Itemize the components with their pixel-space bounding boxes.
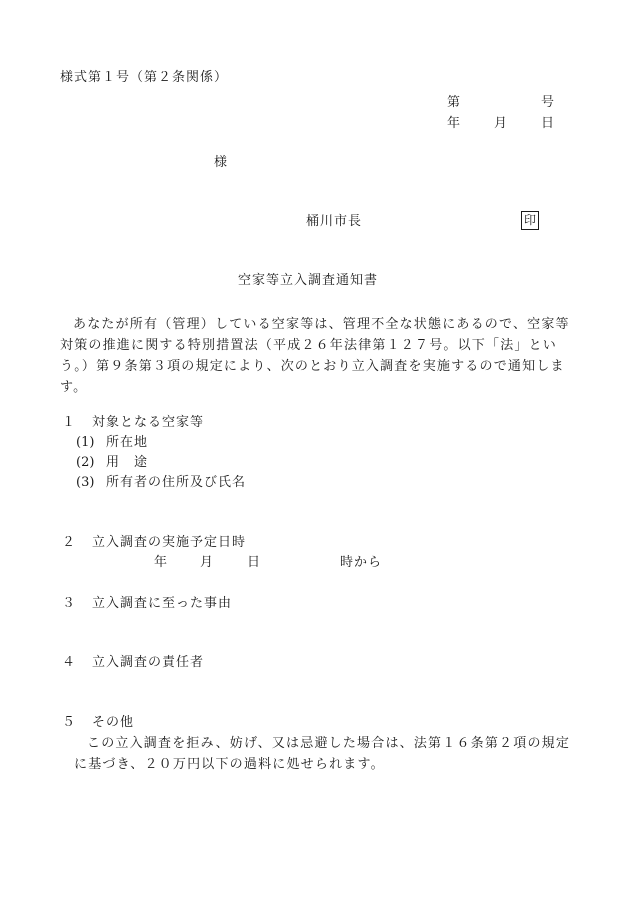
item-1-number: (1) — [76, 435, 95, 450]
header-date-day: 日 — [541, 116, 555, 131]
item-3-label: 所有者の住所及び氏名 — [106, 475, 247, 490]
survey-date-month: 月 — [200, 555, 214, 570]
document-title: 空家等立入調査通知書 — [238, 273, 379, 288]
section-2-heading: 立入調査の実施予定日時 — [92, 535, 247, 550]
section-4-heading: 立入調査の責任者 — [92, 655, 205, 670]
doc-number-suffix: 号 — [541, 95, 555, 110]
section-3-heading: 立入調査に至った事由 — [92, 596, 233, 611]
seal-mark: 印 — [521, 211, 539, 230]
addressee-suffix: 様 — [214, 155, 228, 170]
section-1-number: １ — [62, 415, 76, 430]
intro-paragraph: あなたが所有（管理）している空家等は、管理不全な状態にあるので、空家等対策の推進に関する特別措置法（平成２６年法律第１２７号。以下「法」という。）第９条第３項の規定により、次のとおり立入調査を実施するので通知します。 — [60, 317, 570, 395]
header-date-year: 年 — [447, 116, 461, 131]
doc-number-prefix: 第 — [447, 95, 461, 110]
survey-date-day: 日 — [247, 555, 261, 570]
survey-date-year: 年 — [154, 555, 168, 570]
item-1-label: 所在地 — [106, 435, 149, 450]
item-3-number: (3) — [76, 475, 95, 490]
section-2-number: ２ — [62, 535, 76, 550]
item-2-label: 用 途 — [106, 455, 149, 470]
section-5-body: この立入調査を拒み、妨げ、又は忌避した場合は、法第１６条第２項の規定に基づき、２０万円以下の過料に処せられます。 — [74, 736, 571, 772]
section-5-number: ５ — [62, 715, 76, 730]
form-number: 様式第１号（第２条関係） — [60, 70, 229, 85]
sender-name: 桶川市長 — [306, 214, 363, 229]
item-2-number: (2) — [76, 455, 95, 470]
section-5-heading: その他 — [92, 715, 135, 730]
survey-time: 時から — [340, 555, 383, 570]
header-date-month: 月 — [494, 116, 508, 131]
section-1-heading: 対象となる空家等 — [92, 415, 205, 430]
section-3-number: ３ — [62, 596, 76, 611]
section-4-number: ４ — [62, 655, 76, 670]
